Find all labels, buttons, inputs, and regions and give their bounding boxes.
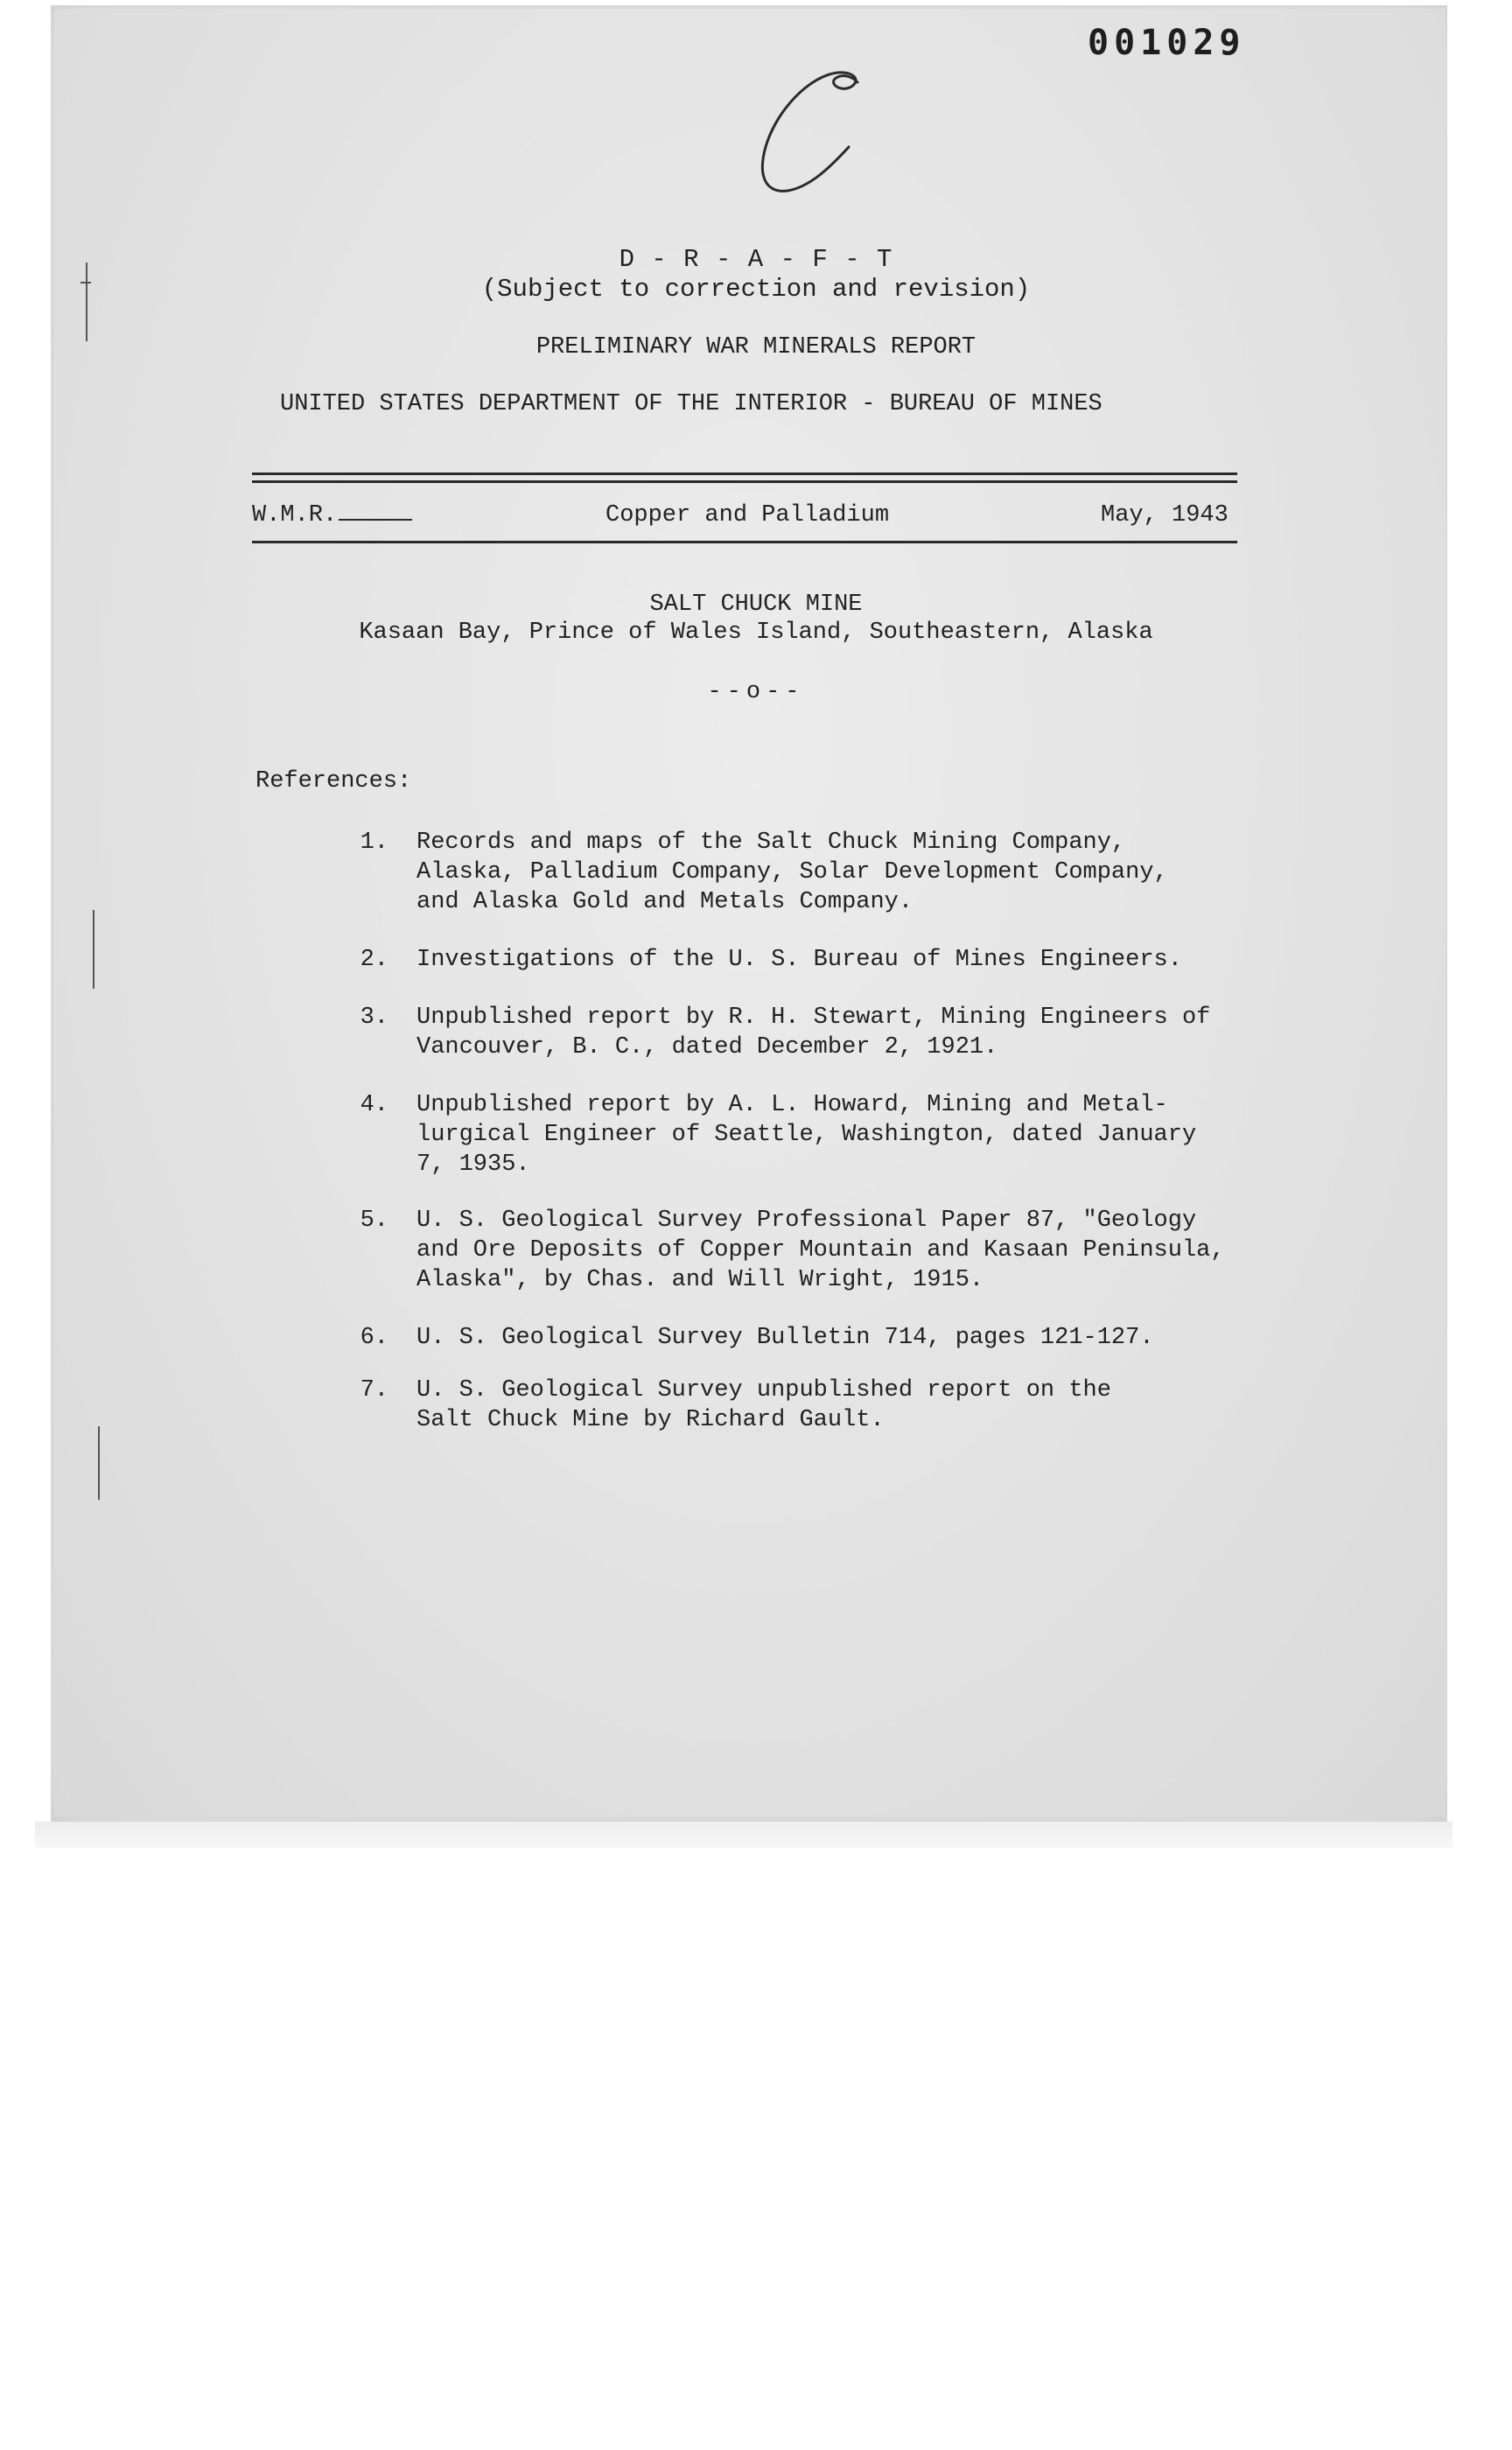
draft-label: D - R - A - F - T	[619, 245, 893, 274]
reference-text: Unpublished report by A. L. Howard, Mining and Metal- lurgical Engineer of Seattle, Washington, dated January 7, 1935.	[416, 1092, 1197, 1178]
reference-text: Records and maps of the Salt Chuck Mining Company, Alaska, Palladium Company, Solar Development Company, and Alaska Gold and Metals Company.	[416, 830, 1168, 915]
header-row-rule	[252, 541, 1237, 543]
reference-item	[354, 1376, 1281, 1437]
reference-text: Investigations of the U. S. Bureau of Mines Engineers.	[416, 947, 1182, 973]
reference-item	[354, 1003, 1281, 1064]
reference-number: 2.	[360, 947, 388, 973]
reference-text: U. S. Geological Survey unpublished report on the Salt Chuck Mine by Richard Gault.	[416, 1377, 1111, 1433]
reference-text: U. S. Geological Survey Bulletin 714, pages 121-127.	[416, 1325, 1154, 1351]
reference-text: Unpublished report by R. H. Stewart, Mining Engineers of Vancouver, B. C., dated December 2, 1921.	[416, 1004, 1211, 1060]
handwritten-c-mark	[726, 63, 875, 212]
reference-item	[354, 1206, 1281, 1297]
reference-item	[354, 945, 1281, 976]
section-separator: --o--	[707, 679, 805, 705]
wmr-field	[252, 502, 412, 528]
reference-item	[354, 1323, 1281, 1354]
double-rule-bottom	[252, 480, 1237, 483]
agency-heading: UNITED STATES DEPARTMENT OF THE INTERIOR - BUREAU OF MINES	[280, 391, 1102, 417]
reference-number: 5.	[360, 1208, 388, 1234]
double-rule-top	[252, 472, 1237, 475]
reference-number: 3.	[360, 1004, 388, 1031]
margin-mark	[98, 1426, 100, 1500]
reference-number: 6.	[360, 1325, 388, 1351]
margin-mark	[93, 910, 94, 989]
report-type-title: PRELIMINARY WAR MINERALS REPORT	[536, 334, 976, 360]
reference-number: 4.	[360, 1092, 388, 1118]
reference-number: 7.	[360, 1377, 388, 1404]
reference-text: U. S. Geological Survey Professional Paper 87, "Geology and Ore Deposits of Copper Mountain and Kasaan Peninsula, Alaska", by Chas. and Will Wright, 1915.	[416, 1208, 1225, 1293]
references-heading: References:	[256, 768, 412, 794]
reference-item	[354, 1090, 1281, 1181]
document-stamp-number: 001029	[1088, 23, 1246, 63]
wmr-label: W.M.R.	[252, 502, 338, 528]
mine-name: SALT CHUCK MINE	[649, 592, 863, 618]
reference-item	[354, 828, 1281, 919]
mine-location: Kasaan Bay, Prince of Wales Island, Southeastern, Alaska	[359, 620, 1153, 646]
report-date: May, 1943	[1101, 502, 1228, 528]
scan-bottom-edge	[35, 1822, 1452, 1848]
reference-number: 1.	[360, 830, 388, 856]
wmr-blank-line	[339, 519, 412, 521]
draft-note: (Subject to correction and revision)	[481, 275, 1031, 304]
report-subject: Copper and Palladium	[606, 502, 890, 528]
